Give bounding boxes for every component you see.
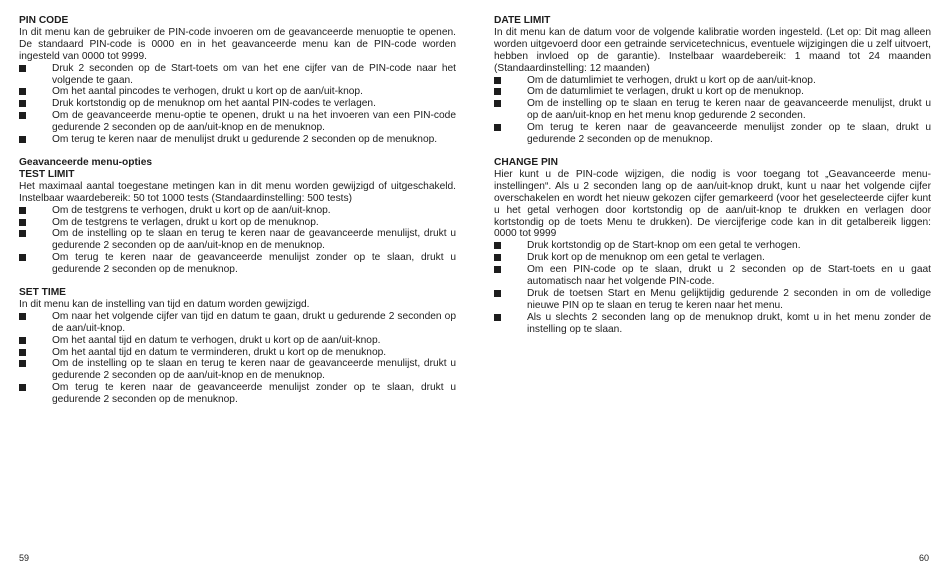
section-heading: Geavanceerde menu-opties xyxy=(19,156,153,168)
section-heading: DATE LIMIT xyxy=(494,15,551,26)
list-item xyxy=(19,63,456,87)
section-heading: PIN CODE xyxy=(19,15,69,26)
list-item-text: Om de geavanceerde menu-optie te openen, drukt u na het invoeren van een PIN-code gedurende 2 seconden op de aan/uit-knop en de menuknop. xyxy=(52,110,456,134)
list-item-text: Om de testgrens te verhogen, drukt u kort op de aan/uit-knop. xyxy=(52,204,331,216)
section xyxy=(494,157,931,336)
square-bullet-icon xyxy=(19,360,26,367)
square-bullet-icon xyxy=(19,136,26,143)
list-item-text: Om een PIN-code op te slaan, drukt u 2 seconden op de Start-toets en u gaat automatisch naar het volgende PIN-code. xyxy=(527,264,931,288)
paragraph: In dit menu kan de instelling van tijd en datum worden gewijzigd. xyxy=(19,298,310,310)
paragraph: Het maximaal aantal toegestane metingen kan in dit menu worden gewijzigd of uitgeschakeld. Instelbaar waardebereik: 50 tot 1000 tests (Standaardinstelling: 500 tests) xyxy=(19,180,456,204)
list-item xyxy=(19,358,456,382)
square-bullet-icon xyxy=(494,242,501,249)
square-bullet-icon xyxy=(19,88,26,95)
square-bullet-icon xyxy=(19,112,26,119)
list-item-text: Om terug te keren naar de menulijst drukt u gedurende 2 seconden op de menuknop. xyxy=(52,134,438,146)
list-item xyxy=(494,240,931,252)
page-number-left: 59 xyxy=(19,553,30,563)
list-item-text: Om de instelling op te slaan en terug te keren naar de geavanceerde menulijst, drukt u op de aan/uit-knop en het menu knop gedurende 2 seconden. xyxy=(527,98,931,122)
bullet-list xyxy=(19,205,456,276)
bullet-list xyxy=(19,63,456,146)
section xyxy=(19,15,456,146)
list-item xyxy=(494,252,931,264)
list-item xyxy=(19,347,456,359)
list-item xyxy=(494,122,931,146)
square-bullet-icon xyxy=(494,290,501,297)
list-item xyxy=(19,98,456,110)
list-item xyxy=(19,110,456,134)
square-bullet-icon xyxy=(19,337,26,344)
list-item xyxy=(494,98,931,122)
page-number-right: 60 xyxy=(919,553,930,563)
square-bullet-icon xyxy=(19,207,26,214)
square-bullet-icon xyxy=(494,88,501,95)
bullet-list xyxy=(494,75,931,146)
list-item-text: Om terug te keren naar de geavanceerde menulijst zonder op te slaan, drukt u gedurende 2 seconden op de menuknop. xyxy=(52,252,456,276)
list-item-text: Druk kortstondig op de menuknop om het aantal PIN-codes te verlagen. xyxy=(52,98,376,110)
square-bullet-icon xyxy=(19,313,26,320)
square-bullet-icon xyxy=(494,77,501,84)
section-heading: SET TIME xyxy=(19,287,66,299)
list-item-text: Om het aantal tijd en datum te verminderen, drukt u kort op de menuknop. xyxy=(52,346,387,358)
list-item xyxy=(19,382,456,406)
square-bullet-icon xyxy=(494,314,501,321)
square-bullet-icon xyxy=(19,384,26,391)
paragraph: In dit menu kan de gebruiker de PIN-code invoeren om de geavanceerde menuoptie te openen. De standaard PIN-code is 0000 en in het geavanceerde menu kan de PIN-code worden ingesteld van 0000 tot 9999. xyxy=(19,26,456,62)
section xyxy=(19,287,456,406)
list-item-text: Om de instelling op te slaan en terug te keren naar de geavanceerde menulijst, drukt u gedurende 2 seconden op de aan/uit-knop en de menuknop. xyxy=(52,358,456,382)
list-item xyxy=(19,252,456,276)
list-item xyxy=(19,228,456,252)
list-item xyxy=(19,86,456,98)
square-bullet-icon xyxy=(19,349,26,356)
list-item xyxy=(494,75,931,87)
list-item xyxy=(19,311,456,335)
list-item-text: Druk kort op de menuknop om een getal te verlagen. xyxy=(527,252,765,264)
list-item xyxy=(19,134,456,146)
list-item xyxy=(494,264,931,288)
square-bullet-icon xyxy=(494,266,501,273)
square-bullet-icon xyxy=(19,100,26,107)
list-item-text: Druk 2 seconden op de Start-toets om van het ene cijfer van de PIN-code naar het volgende te gaan. xyxy=(52,62,456,86)
list-item xyxy=(19,205,456,217)
bullet-list xyxy=(494,240,931,335)
list-item xyxy=(494,86,931,98)
square-bullet-icon xyxy=(19,219,26,226)
list-item-text: Om het aantal tijd en datum te verhogen, drukt u kort op de aan/uit-knop. xyxy=(52,334,381,346)
list-item xyxy=(19,217,456,229)
section-heading: CHANGE PIN xyxy=(494,156,558,168)
paragraph: In dit menu kan de datum voor de volgende kalibratie worden ingesteld. (Let op: Dit mag alleen worden uitgevoerd door een getrainde servicetechnicus, eventuele wijzigingen die u zelf uitvoert, hebben invloed op de garantie). Instelbaar waardebereik: 1 maand tot 24 maanden (Standaardinstelling: 12 maanden) xyxy=(494,26,931,74)
section-heading: TEST LIMIT xyxy=(19,168,75,180)
section xyxy=(19,157,456,276)
right-page xyxy=(494,15,931,347)
square-bullet-icon xyxy=(19,230,26,237)
list-item-text: Om de testgrens te verlagen, drukt u kort op de menuknop. xyxy=(52,216,319,228)
list-item-text: Om de instelling op te slaan en terug te keren naar de geavanceerde menulijst, drukt u gedurende 2 seconden op de aan/uit-knop en de menuknop. xyxy=(52,228,456,252)
list-item-text: Om naar het volgende cijfer van tijd en datum te gaan, drukt u gedurende 2 seconden op de aan/uit-knop. xyxy=(52,310,456,334)
list-item xyxy=(19,335,456,347)
square-bullet-icon xyxy=(494,100,501,107)
square-bullet-icon xyxy=(19,254,26,261)
paragraph: Hier kunt u de PIN-code wijzigen, die nodig is voor toegang tot „Geavanceerde menu-instellingen“. Als u 2 seconden lang op de aan/uit-knop drukt, kunt u naar het volgende cijfer overschakelen en wordt het nieuw gekozen cijfer gemarkeerd (voor het geselecteerde cijfer kunt u het getal verhogen door kortstondig op de aan/uit-knop te drukken en verlagen door kortstondig op de toets Menu te drukken). De viercijferige code kan in dit getalbereik liggen: 0000 tot 9999 xyxy=(494,168,931,240)
list-item-text: Om de datumlimiet te verhogen, drukt u kort op de aan/uit-knop. xyxy=(527,74,816,86)
list-item-text: Als u slechts 2 seconden lang op de menuknop drukt, komt u in het menu zonder de instelling op te slaan. xyxy=(527,311,931,335)
list-item xyxy=(494,288,931,312)
list-item xyxy=(494,312,931,336)
list-item-text: Druk kortstondig op de Start-knop om een getal te verhogen. xyxy=(527,240,801,252)
square-bullet-icon xyxy=(494,124,501,131)
list-item-text: Om de datumlimiet te verlagen, drukt u kort op de menuknop. xyxy=(527,86,804,98)
square-bullet-icon xyxy=(19,65,26,72)
square-bullet-icon xyxy=(494,254,501,261)
left-page xyxy=(19,15,456,417)
list-item-text: Druk de toetsen Start en Menu gelijktijdig gedurende 2 seconden in om de volledige nieuwe PIN op te slaan en terug te keren naar het menu. xyxy=(527,287,931,311)
section xyxy=(494,15,931,146)
list-item-text: Om terug te keren naar de geavanceerde menulijst zonder op te slaan, drukt u gedurende 2 seconden op de menuknop. xyxy=(527,122,931,146)
bullet-list xyxy=(19,311,456,406)
list-item-text: Om het aantal pincodes te verhogen, drukt u kort op de aan/uit-knop. xyxy=(52,86,363,98)
list-item-text: Om terug te keren naar de geavanceerde menulijst zonder op te slaan, drukt u gedurende 2 seconden op de menuknop. xyxy=(52,382,456,406)
